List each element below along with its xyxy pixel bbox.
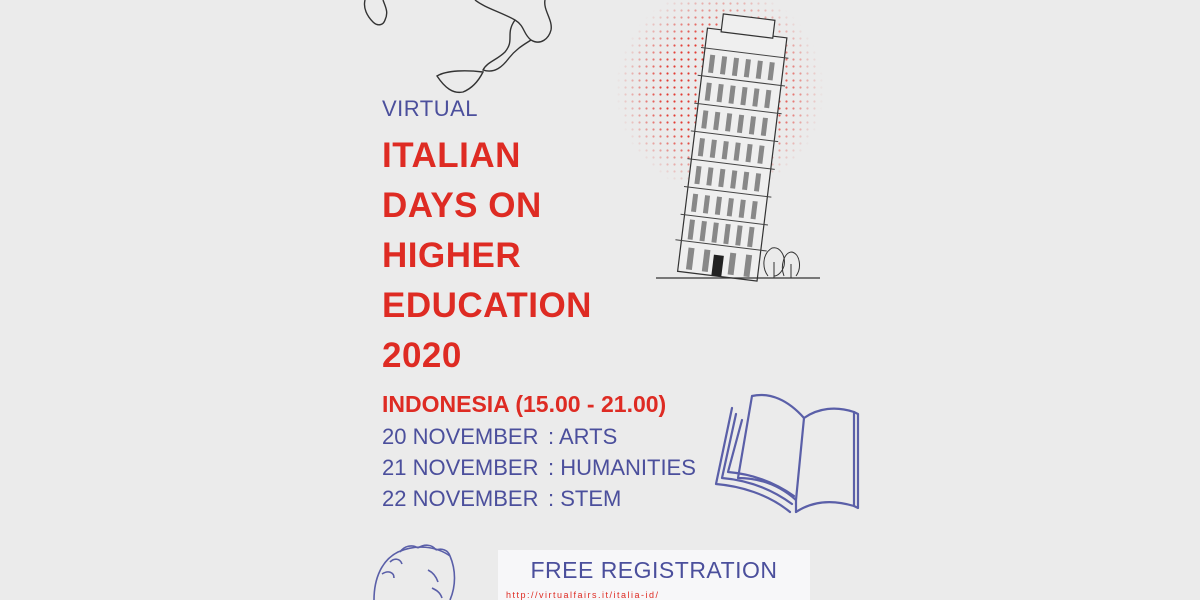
laurel-bust-icon	[370, 540, 490, 600]
schedule-topic: : STEM	[548, 486, 622, 511]
schedule-date: 20 NOVEMBER	[382, 424, 539, 449]
schedule-topic: : HUMANITIES	[548, 455, 696, 480]
location-time-label: INDONESIA (15.00 - 21.00)	[382, 391, 667, 417]
title-line-5: 2020	[382, 336, 462, 375]
schedule-row	[382, 455, 696, 481]
schedule-date: 21 NOVEMBER	[382, 455, 539, 480]
italy-map-icon	[355, 0, 555, 100]
free-registration-label: FREE REGISTRATION	[530, 557, 778, 583]
title-line-2: DAYS ON	[382, 186, 542, 225]
schedule-topic: : ARTS	[548, 424, 618, 449]
open-book-icon	[712, 374, 862, 524]
leaning-tower-icon	[608, 0, 828, 290]
title-line-4: EDUCATION	[382, 286, 592, 325]
title-line-1: ITALIAN	[382, 136, 521, 175]
registration-link[interactable]: http://virtualfairs.it/italia-id/	[506, 590, 660, 600]
registration-panel[interactable]	[498, 550, 810, 600]
virtual-label: VIRTUAL	[382, 96, 479, 121]
schedule-date: 22 NOVEMBER	[382, 486, 539, 511]
schedule-row	[382, 486, 621, 512]
schedule-row	[382, 424, 617, 450]
title-line-3: HIGHER	[382, 236, 522, 275]
